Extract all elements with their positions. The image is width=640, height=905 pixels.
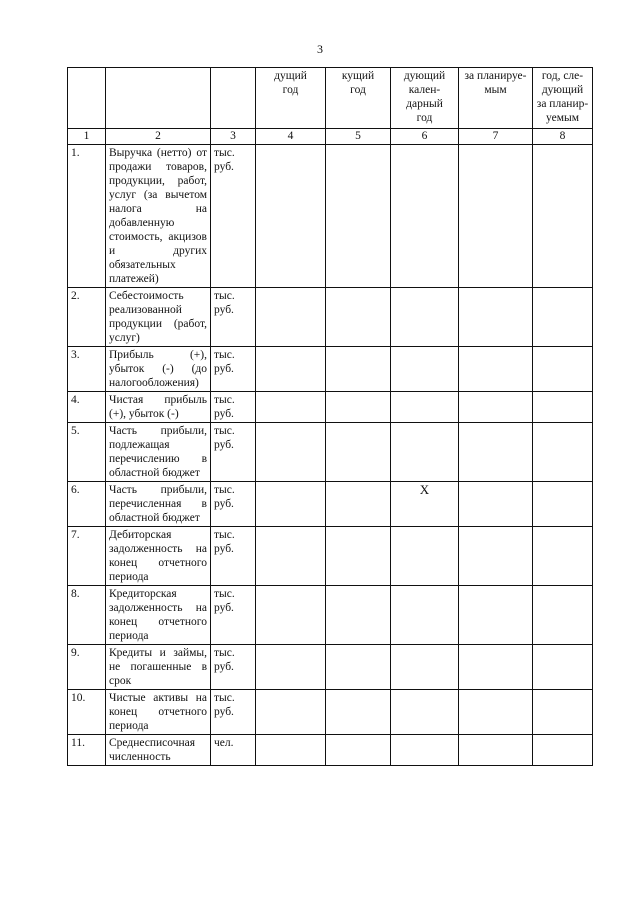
value-cell xyxy=(533,690,593,735)
table-row xyxy=(68,482,593,527)
header-cell: дущий год xyxy=(256,68,326,129)
indicator-name: Кредиты и займы, не погашенные в срок xyxy=(106,645,211,690)
value-cell xyxy=(326,288,391,347)
header-cell: за планируе- мым xyxy=(459,68,533,129)
column-number: 8 xyxy=(533,129,593,145)
column-number: 7 xyxy=(459,129,533,145)
column-number: 3 xyxy=(211,129,256,145)
table-row xyxy=(68,645,593,690)
row-number: 1. xyxy=(68,145,106,288)
value-cell xyxy=(391,735,459,766)
row-number: 2. xyxy=(68,288,106,347)
unit-of-measure: тыс. руб. xyxy=(211,645,256,690)
header-cell xyxy=(68,68,106,129)
header-cell: год, сле- дующий за планир- уемым xyxy=(533,68,593,129)
value-cell xyxy=(533,586,593,645)
report-table xyxy=(67,67,593,766)
column-number: 6 xyxy=(391,129,459,145)
table-row xyxy=(68,690,593,735)
column-number-row xyxy=(68,129,593,145)
column-number: 5 xyxy=(326,129,391,145)
table-row xyxy=(68,288,593,347)
value-cell xyxy=(459,482,533,527)
value-cell xyxy=(256,347,326,392)
value-cell xyxy=(533,735,593,766)
value-cell: X xyxy=(391,482,459,527)
value-cell xyxy=(326,527,391,586)
value-cell xyxy=(533,347,593,392)
value-cell xyxy=(459,690,533,735)
header-cell xyxy=(106,68,211,129)
value-cell xyxy=(256,690,326,735)
row-number: 9. xyxy=(68,645,106,690)
value-cell xyxy=(326,423,391,482)
row-number: 11. xyxy=(68,735,106,766)
row-number: 8. xyxy=(68,586,106,645)
table-row xyxy=(68,392,593,423)
value-cell xyxy=(256,645,326,690)
table-row xyxy=(68,735,593,766)
indicator-name: Часть прибыли, перечисленная в областной бюджет xyxy=(106,482,211,527)
value-cell xyxy=(326,392,391,423)
value-cell xyxy=(326,347,391,392)
value-cell xyxy=(459,145,533,288)
header-cell xyxy=(211,68,256,129)
header-cell: кущий год xyxy=(326,68,391,129)
row-number: 10. xyxy=(68,690,106,735)
unit-of-measure: тыс. руб. xyxy=(211,347,256,392)
table-row xyxy=(68,586,593,645)
value-cell xyxy=(256,527,326,586)
column-number: 1 xyxy=(68,129,106,145)
value-cell xyxy=(459,288,533,347)
indicator-name: Дебиторская задолженность на конец отчетного периода xyxy=(106,527,211,586)
row-number: 3. xyxy=(68,347,106,392)
value-cell xyxy=(256,735,326,766)
value-cell xyxy=(256,482,326,527)
value-cell xyxy=(326,645,391,690)
unit-of-measure: чел. xyxy=(211,735,256,766)
value-cell xyxy=(459,735,533,766)
value-cell xyxy=(326,145,391,288)
value-cell xyxy=(256,586,326,645)
row-number: 7. xyxy=(68,527,106,586)
value-cell xyxy=(326,482,391,527)
value-cell xyxy=(256,392,326,423)
indicator-name: Выручка (нетто) от продажи товаров, продукции, работ, услуг (за вычетом налога на добавленную стоимость, акцизов и других обязательных платежей) xyxy=(106,145,211,288)
value-cell xyxy=(391,645,459,690)
value-cell xyxy=(391,690,459,735)
indicator-name: Себестоимость реализованной продукции (работ, услуг) xyxy=(106,288,211,347)
indicator-name: Прибыль (+), убыток (-) (до налогообложения) xyxy=(106,347,211,392)
value-cell xyxy=(256,288,326,347)
value-cell xyxy=(533,423,593,482)
value-cell xyxy=(459,586,533,645)
value-cell xyxy=(391,347,459,392)
value-cell xyxy=(326,690,391,735)
unit-of-measure: тыс. руб. xyxy=(211,392,256,423)
row-number: 4. xyxy=(68,392,106,423)
value-cell xyxy=(326,735,391,766)
value-cell xyxy=(533,645,593,690)
value-cell xyxy=(391,392,459,423)
value-cell xyxy=(391,288,459,347)
value-cell xyxy=(326,586,391,645)
value-cell xyxy=(533,392,593,423)
unit-of-measure: тыс. руб. xyxy=(211,482,256,527)
unit-of-measure: тыс. руб. xyxy=(211,145,256,288)
indicator-name: Кредиторская задолженность на конец отчетного периода xyxy=(106,586,211,645)
indicator-name: Чистая прибыль (+), убыток (-) xyxy=(106,392,211,423)
unit-of-measure: тыс. руб. xyxy=(211,527,256,586)
unit-of-measure: тыс. руб. xyxy=(211,586,256,645)
row-number: 5. xyxy=(68,423,106,482)
value-cell xyxy=(391,527,459,586)
column-number: 2 xyxy=(106,129,211,145)
value-cell xyxy=(391,423,459,482)
table-row xyxy=(68,423,593,482)
value-cell xyxy=(391,586,459,645)
value-cell xyxy=(459,527,533,586)
value-cell xyxy=(391,145,459,288)
unit-of-measure: тыс. руб. xyxy=(211,423,256,482)
table-row xyxy=(68,527,593,586)
row-number: 6. xyxy=(68,482,106,527)
value-cell xyxy=(533,527,593,586)
indicator-name: Среднесписочная численность xyxy=(106,735,211,766)
value-cell xyxy=(256,423,326,482)
value-cell xyxy=(459,392,533,423)
table-row xyxy=(68,347,593,392)
value-cell xyxy=(533,482,593,527)
value-cell xyxy=(533,288,593,347)
page-number: 3 xyxy=(317,42,323,56)
unit-of-measure: тыс. руб. xyxy=(211,288,256,347)
indicator-name: Чистые активы на конец отчетного периода xyxy=(106,690,211,735)
table-row xyxy=(68,145,593,288)
column-number: 4 xyxy=(256,129,326,145)
value-cell xyxy=(256,145,326,288)
table-body xyxy=(68,68,593,766)
value-cell xyxy=(459,423,533,482)
header-cell: дующий кален- дарный год xyxy=(391,68,459,129)
value-cell xyxy=(459,645,533,690)
indicator-name: Часть прибыли, подлежащая перечислению в областной бюджет xyxy=(106,423,211,482)
header-row xyxy=(68,68,593,129)
unit-of-measure: тыс. руб. xyxy=(211,690,256,735)
value-cell xyxy=(533,145,593,288)
value-cell xyxy=(459,347,533,392)
